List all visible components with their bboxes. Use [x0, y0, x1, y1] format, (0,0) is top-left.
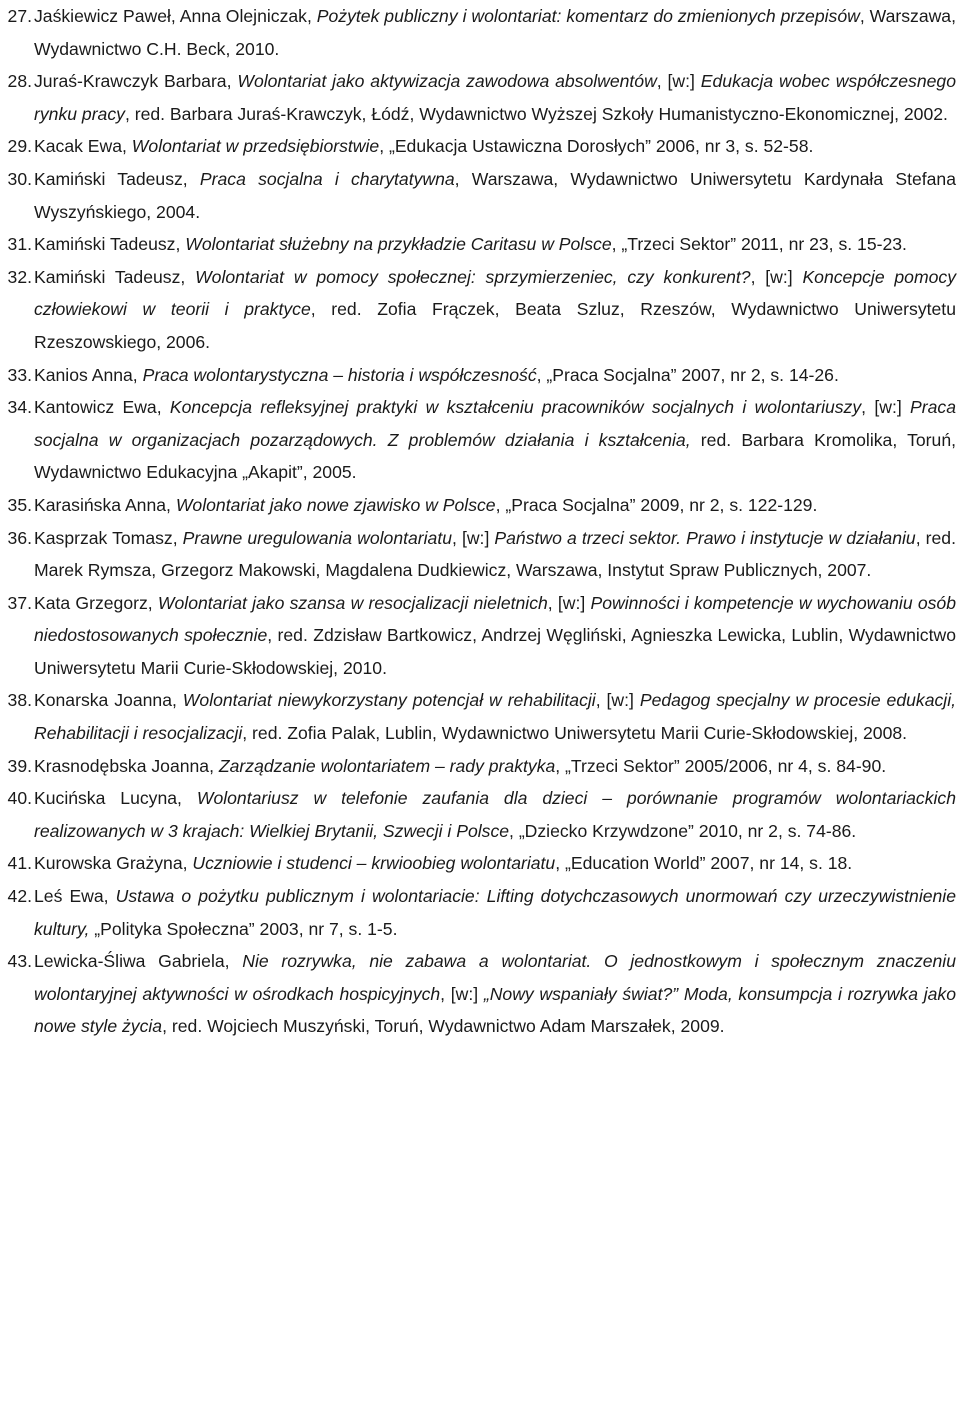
entry-text: , [w:] — [750, 266, 803, 287]
entry-title-italic: Uczniowie i studenci – krwioobieg wolontariatu — [192, 853, 556, 874]
entry-title-italic: „Nowy wspaniały świat?” Moda, konsumpcja i rozrywka jako nowe style życia — [34, 983, 956, 1037]
bibliography-entry — [0, 522, 960, 587]
entry-text: Leś Ewa, — [34, 886, 116, 907]
entry-number: 30. — [7, 168, 32, 189]
entry-title-italic: Ustawa o pożytku publicznym i wolontariacie: Lifting dotychczasowych unormowań czy urzeczywistnienie kultury, — [34, 886, 956, 939]
bibliography-entry — [0, 684, 960, 749]
entry-text: Karasińska Anna, — [34, 494, 176, 515]
entry-title-italic: Wolontariat jako aktywizacja zawodowa absolwentów — [237, 71, 657, 92]
entry-text: , „Praca Socjalna” 2007, nr 2, s. 14-26. — [536, 364, 839, 385]
bibliography-entry — [0, 0, 960, 65]
bibliography-entry — [0, 391, 960, 489]
entry-text: Lewicka-Śliwa Gabriela, — [34, 951, 243, 972]
entry-title-italic: Wolontariat jako nowe zjawisko w Polsce — [175, 494, 496, 515]
entry-text: „Polityka Społeczna” 2003, nr 7, s. 1-5. — [89, 918, 398, 939]
bibliography-entry — [0, 945, 960, 1043]
bibliography-entry — [0, 489, 960, 522]
entry-text: , „Edukacja Ustawiczna Dorosłych” 2006, nr 3, s. 52-58. — [379, 136, 814, 157]
entry-text: , red. Wojciech Muszyński, Toruń, Wydawnictwo Adam Marszałek, 2009. — [162, 1016, 725, 1037]
entry-title-italic: Wolontariat niewykorzystany potencjał w rehabilitacji — [182, 690, 596, 711]
entry-title-italic: Zarządzanie wolontariatem – rady praktyka — [218, 755, 556, 776]
entry-title-italic: Edukacja wobec współczesnego rynku pracy — [34, 71, 956, 124]
entry-text: , [w:] — [861, 397, 911, 418]
entry-number: 32. — [7, 266, 32, 287]
entry-number: 41. — [7, 853, 32, 874]
entry-text: Kamiński Tadeusz, — [34, 234, 186, 255]
entry-text: Krasnodębska Joanna, — [34, 755, 219, 776]
entry-text: , red. Marek Rymsza, Grzegorz Makowski, Magdalena Dudkiewicz, Warszawa, Instytut Spraw Publicznych, 2007. — [34, 527, 956, 581]
entry-number: 27. — [7, 6, 32, 26]
entry-text: Kasprzak Tomasz, — [34, 527, 183, 548]
entry-title-italic: Praca wolontarystyczna – historia i współczesność — [142, 364, 537, 385]
entry-title-italic: Państwo a trzeci sektor. Prawo i instytucje w działaniu — [494, 527, 916, 548]
entry-text: , [w:] — [595, 690, 640, 711]
entry-text: Konarska Joanna, — [34, 690, 183, 711]
bibliography-entry — [0, 228, 960, 261]
entry-title-italic: Praca socjalna w organizacjach pozarządowych. Z problemów działania i kształcenia, — [34, 397, 956, 450]
entry-number: 42. — [7, 886, 32, 907]
entry-number: 34. — [7, 397, 32, 418]
entry-title-italic: Wolontariusz w telefonie zaufania dla dzieci – porównanie programów wolontariackich realizowanych w 3 krajach: Wielkiej Brytanii, Szwecji i Polsce — [34, 788, 956, 841]
entry-title-italic: Wolontariat służebny na przykładzie Caritasu w Polsce — [185, 234, 612, 255]
entry-text: , „Trzeci Sektor” 2011, nr 23, s. 15-23. — [611, 234, 907, 255]
entry-title-italic: Pożytek publiczny i wolontariat: komentarz do zmienionych przepisów — [316, 6, 860, 26]
entry-number: 38. — [7, 690, 32, 711]
entry-text: Kata Grzegorz, — [34, 592, 158, 613]
entry-title-italic: Pedagog specjalny w procesie edukacji, Rehabilitacji i resocjalizacji — [34, 690, 956, 744]
entry-text: Kucińska Lucyna, — [34, 788, 197, 809]
entry-text: , „Praca Socjalna” 2009, nr 2, s. 122-129. — [495, 494, 818, 515]
entry-number: 28. — [7, 71, 32, 92]
bibliography-entry — [0, 880, 960, 945]
entry-text: , red. Zofia Frączek, Beata Szluz, Rzeszów, Wydawnictwo Uniwersytetu Rzeszowskiego, 2006. — [34, 299, 956, 352]
entry-text: Juraś-Krawczyk Barbara, — [34, 71, 238, 92]
entry-text: Kamiński Tadeusz, — [34, 266, 196, 287]
entry-text: , „Education World” 2007, nr 14, s. 18. — [555, 853, 853, 874]
entry-text: , „Dziecko Krzywdzone” 2010, nr 2, s. 74-86. — [509, 820, 857, 841]
entry-number: 35. — [7, 494, 32, 515]
entry-title-italic: Praca socjalna i charytatywna — [199, 168, 455, 189]
entry-text: Kantowicz Ewa, — [34, 397, 170, 418]
entry-text: , Warszawa, Wydawnictwo C.H. Beck, 2010. — [34, 6, 956, 59]
entry-text: , [w:] — [656, 71, 701, 92]
entry-text: , „Trzeci Sektor” 2005/2006, nr 4, s. 84-90. — [555, 755, 887, 776]
entry-number: 29. — [7, 136, 32, 157]
bibliography-entry — [0, 359, 960, 392]
entry-title-italic: Prawne uregulowania wolontariatu — [182, 527, 452, 548]
entry-title-italic: Nie rozrywka, nie zabawa a wolontariat. O jednostkowym i społecznym znaczeniu wolontaryjnej aktywności w ośrodkach hospicyjnych — [34, 951, 956, 1004]
entry-text: , [w:] — [547, 592, 591, 613]
bibliography-entry — [0, 750, 960, 783]
bibliography-entry — [0, 163, 960, 228]
entry-text: red. Barbara Kromolika, Toruń, Wydawnictwo Edukacyjna „Akapit”, 2005. — [34, 429, 956, 483]
bibliography-entry — [0, 130, 960, 163]
entry-text: Kurowska Grażyna, — [34, 853, 193, 874]
entry-text: , [w:] — [440, 983, 484, 1004]
bibliography-entry — [0, 782, 960, 847]
entry-number: 31. — [7, 234, 32, 255]
entry-text: , red. Zdzisław Bartkowicz, Andrzej Węgliński, Agnieszka Lewicka, Lublin, Wydawnictwo Uniwersytetu Marii Curie-Skłodowskiej, 2010. — [34, 625, 956, 678]
entry-text: Kamiński Tadeusz, — [34, 168, 200, 189]
entry-text: Kacak Ewa, — [34, 136, 132, 157]
entry-text: Kanios Anna, — [34, 364, 143, 385]
entry-number: 40. — [7, 788, 32, 809]
entry-title-italic: Koncepcje pomocy człowiekowi w teorii i praktyce — [34, 266, 956, 320]
bibliography-entry — [0, 847, 960, 880]
entry-text: , red. Zofia Palak, Lublin, Wydawnictwo Uniwersytetu Marii Curie-Skłodowskiej, 2008. — [242, 723, 908, 744]
entry-number: 39. — [7, 755, 32, 776]
entry-number: 37. — [7, 592, 32, 613]
entry-title-italic: Powinności i kompetencje w wychowaniu osób niedostosowanych społecznie — [34, 592, 956, 646]
entry-title-italic: Wolontariat jako szansa w resocjalizacji nieletnich — [157, 592, 548, 613]
bibliography-entry — [0, 65, 960, 130]
entry-title-italic: Wolontariat w przedsiębiorstwie — [131, 136, 380, 157]
bibliography-entry — [0, 261, 960, 359]
entry-text: , Warszawa, Wydawnictwo Uniwersytetu Kardynała Stefana Wyszyńskiego, 2004. — [34, 168, 956, 222]
entry-text: , red. Barbara Juraś-Krawczyk, Łódź, Wydawnictwo Wyższej Szkoły Humanistyczno-Ekonomicznej, 2002. — [124, 103, 948, 124]
entry-number: 33. — [7, 364, 32, 385]
entry-number: 43. — [7, 951, 32, 972]
entry-text: , [w:] — [452, 527, 495, 548]
entry-number: 36. — [7, 527, 32, 548]
bibliography-entry — [0, 587, 960, 685]
entry-text: Jaśkiewicz Paweł, Anna Olejniczak, — [34, 6, 317, 26]
entry-title-italic: Koncepcja refleksyjnej praktyki w kształceniu pracowników socjalnych i wolontariuszy — [169, 397, 862, 418]
entry-title-italic: Wolontariat w pomocy społecznej: sprzymierzeniec, czy konkurent? — [195, 266, 751, 287]
